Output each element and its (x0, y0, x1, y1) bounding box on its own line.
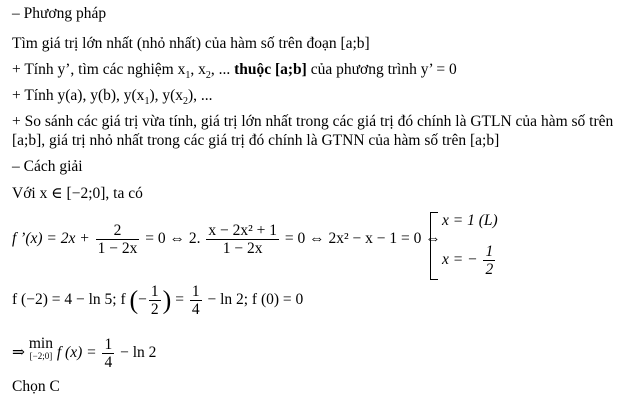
case-2-lhs: x = − (442, 251, 478, 269)
method-step3-line1: + So sánh các giá trị vừa tính, giá trị lớn nhất trong các giá trị đó chính là GTLN của hàm số trên (12, 113, 614, 130)
method-step1: + Tính y’, tìm các nghiệm $x_1$, $x_2$, ... thuộc [a;b] của phương trình y’ = 0 (12, 61, 457, 82)
min-word: min (28, 335, 53, 352)
case-2-denominator: 2 (485, 261, 494, 278)
function-values (12, 283, 303, 318)
cases-bracket (430, 212, 438, 280)
min-fraction (102, 336, 114, 371)
step2-text: + Tính y(a), y(b), y(x (12, 87, 145, 104)
values-fraction-2 (190, 283, 202, 318)
values-eq: = (175, 291, 184, 309)
fraction-1-numerator: 2 (96, 222, 140, 240)
values-minus: − (138, 291, 147, 309)
min-end: − ln 2 (120, 344, 157, 362)
step2-mid: ), y(x (149, 87, 184, 104)
derivative-equation (12, 222, 441, 257)
values-fraction-2-den: 4 (191, 301, 200, 318)
values-fraction-1 (149, 283, 161, 318)
fraction-2-numerator: x − 2x² + 1 (208, 222, 277, 239)
fraction-1-denominator: 1 − 2x (97, 240, 138, 257)
step2-end: ), ... (188, 87, 213, 104)
solution-heading: – Cách giải (12, 158, 83, 175)
derivative-lhs: f ’(x) = 2x + (12, 230, 90, 248)
fraction-1 (96, 222, 140, 257)
values-fraction-2-num: 1 (191, 283, 200, 300)
step1-suffix: , ... (210, 61, 235, 78)
min-fraction-num: 1 (104, 336, 113, 353)
min-fx: f (x) = (56, 344, 97, 362)
min-operator (29, 336, 53, 361)
solution-domain: Với x ∈ [−2;0], ta có (12, 185, 143, 202)
case-1: x = 1 (L) (442, 212, 498, 229)
case-2-numerator: 1 (485, 243, 494, 260)
answer: Chọn C (12, 378, 60, 395)
paren-close: ) (162, 285, 172, 315)
case-2 (442, 243, 497, 278)
values-fraction-1-den: 2 (150, 301, 159, 318)
case-2-fraction (483, 243, 495, 278)
min-arrow: ⇒ (12, 344, 25, 362)
paren-open: ( (129, 285, 139, 315)
fraction-2 (206, 222, 279, 257)
step1-prefix: + Tính y’, tìm các nghiệm x (12, 61, 186, 78)
method-step2: + Tính y(a), y(b), $y(x_1)$, $y(x_2)$, ... (12, 87, 213, 108)
fraction-2-denominator: 1 − 2x (222, 240, 263, 257)
min-fraction-den: 4 (104, 354, 113, 371)
values-b: − ln 2; f (0) = 0 (207, 291, 304, 309)
method-heading: – Phương pháp (12, 5, 107, 22)
min-subscript: [−2;0] (29, 351, 53, 361)
equals-zero-a: = 0 ⇔ 2. (145, 230, 201, 248)
step1-end: của phương trình y’ = 0 (306, 61, 457, 78)
step1-mid: , x (190, 61, 206, 78)
method-intro: Tìm giá trị lớn nhất (nhỏ nhất) của hàm số trên đoạn [a;b] (12, 35, 370, 52)
values-a: f (−2) = 4 − ln 5; f (12, 291, 126, 309)
equals-zero-b: = 0 ⇔ 2x² − x − 1 = 0 ⇔ (284, 230, 441, 248)
step1-bold: thuộc [a;b] (234, 61, 307, 78)
values-fraction-1-num: 1 (150, 283, 159, 300)
method-step3-line2: [a;b], giá trị nhỏ nhất trong các giá trị đó chính là GTNN của hàm số trên [a;b] (12, 132, 500, 149)
min-result (12, 336, 156, 371)
